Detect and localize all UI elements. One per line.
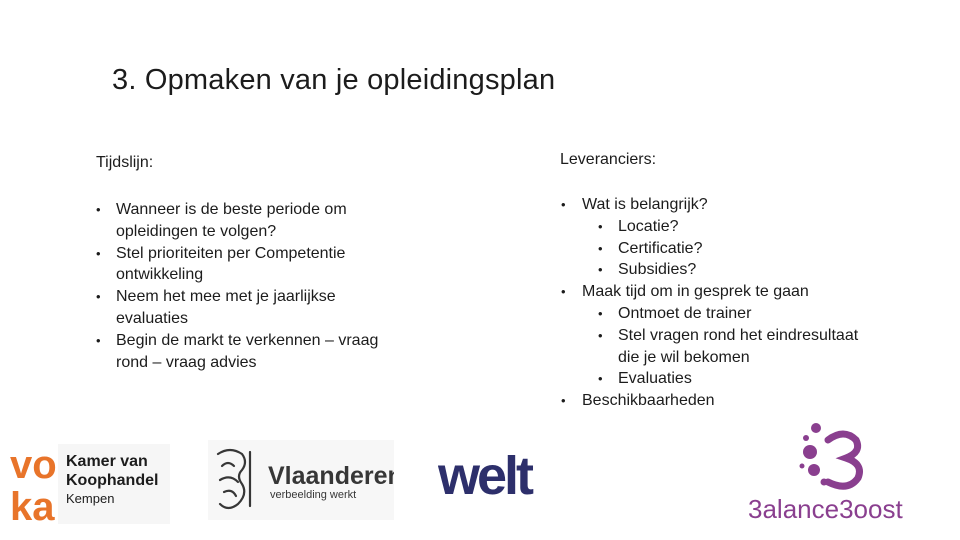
sub-list-item: • Certificatie? (560, 238, 860, 260)
three-mark-icon (828, 434, 860, 486)
svg-text:vo: vo (10, 443, 57, 487)
suppliers-list (560, 194, 860, 412)
svg-text:ka: ka (10, 485, 55, 528)
list-item: • Begin de markt te verkennen – vraag rond – vraag advies (96, 330, 396, 374)
timeline-list (96, 199, 396, 373)
voka-logo (10, 440, 170, 528)
welt-logo (438, 440, 550, 500)
slide-title: 3. Opmaken van je opleidingsplan (112, 64, 556, 96)
svg-text:welt: welt (438, 446, 532, 500)
vlaanderen-logo (208, 440, 394, 520)
svg-text:Koophandel: Koophandel (66, 472, 159, 489)
sub-list-item: • Stel vragen rond het eindresultaat die je wil bekomen (560, 325, 860, 369)
bubbles-icon (800, 423, 828, 486)
list-item: • Wat is belangrijk? (560, 194, 860, 216)
svg-text:Kempen: Kempen (66, 491, 115, 506)
svg-text:Vlaanderen: Vlaanderen (268, 462, 394, 490)
sub-list-item: • Evaluaties (560, 368, 860, 390)
sub-list-item: • Locatie? (560, 216, 860, 238)
list-item: • Wanneer is de beste periode om opleidingen te volgen? (96, 199, 396, 243)
timeline-heading: Tijdslijn: (96, 154, 154, 171)
list-item: • Beschikbaarheden (560, 390, 860, 412)
balanceboost-logo (744, 418, 930, 526)
list-item: • Neem het mee met je jaarlijkse evaluaties (96, 286, 396, 330)
sub-list-item: • Ontmoet de trainer (560, 303, 860, 325)
suppliers-heading: Leveranciers: (560, 151, 657, 168)
svg-text:verbeelding werkt: verbeelding werkt (270, 489, 357, 501)
svg-text:Kamer van: Kamer van (66, 453, 148, 470)
list-item: • Maak tijd om in gesprek te gaan (560, 281, 860, 303)
sub-list-item: • Subsidies? (560, 259, 860, 281)
svg-text:3alance3oost: 3alance3oost (748, 494, 903, 524)
list-item: • Stel prioriteiten per Competentie ontwikkeling (96, 243, 396, 287)
